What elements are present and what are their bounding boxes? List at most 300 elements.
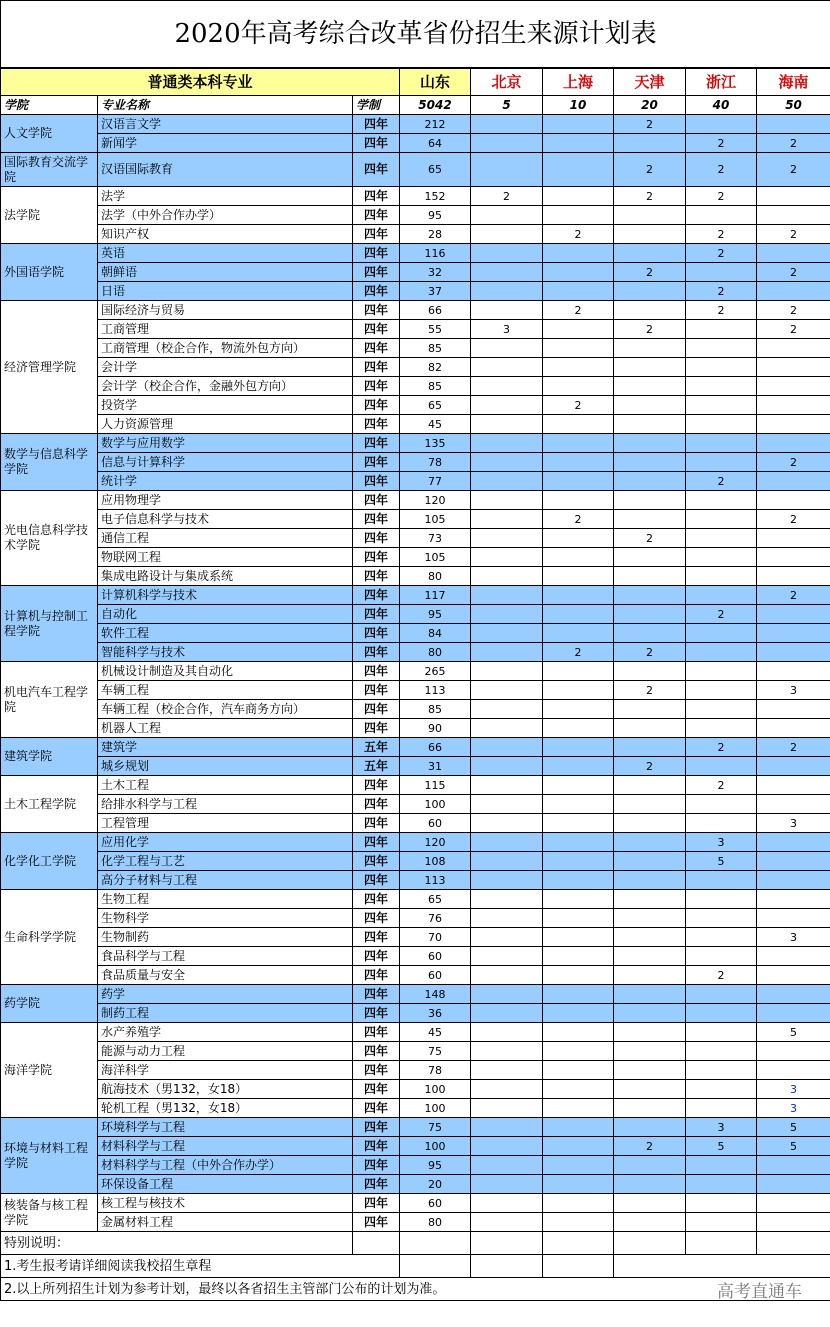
quota-zhejiang: 2 — [686, 472, 757, 491]
quota-beijing — [471, 434, 543, 453]
quota-zhejiang — [686, 491, 757, 510]
table-row — [1, 472, 830, 491]
quota-zhejiang — [686, 624, 757, 643]
quota-tianjin — [614, 282, 686, 301]
college-name: 核装备与核工程学院 — [1, 1194, 98, 1232]
quota-shandong: 76 — [400, 909, 471, 928]
quota-tianjin — [614, 1213, 686, 1232]
duration: 四年 — [353, 776, 400, 795]
table-row — [1, 1023, 830, 1042]
major-name: 建筑学 — [98, 738, 353, 757]
college-name: 人文学院 — [1, 115, 98, 153]
table-row — [1, 434, 830, 453]
notes-heading: 特别说明： — [1, 1232, 353, 1255]
category-header: 普通类本科专业 — [1, 68, 400, 96]
table-row — [1, 1118, 830, 1137]
quota-hainan: 2 — [757, 134, 830, 153]
quota-hainan: 3 — [757, 681, 830, 700]
quota-hainan — [757, 757, 830, 776]
quota-hainan — [757, 377, 830, 396]
quota-hainan — [757, 282, 830, 301]
major-name: 电子信息科学与技术 — [98, 510, 353, 529]
quota-shandong: 78 — [400, 453, 471, 472]
major-name: 车辆工程（校企合作，汽车商务方向） — [98, 700, 353, 719]
quota-tianjin — [614, 1042, 686, 1061]
quota-shanghai — [543, 263, 614, 282]
quota-shanghai — [543, 153, 614, 187]
quota-hainan — [757, 472, 830, 491]
quota-shandong: 45 — [400, 415, 471, 434]
table-row — [1, 153, 830, 187]
duration: 四年 — [353, 377, 400, 396]
major-name: 集成电路设计与集成系统 — [98, 567, 353, 586]
duration: 四年 — [353, 700, 400, 719]
quota-zhejiang: 2 — [686, 282, 757, 301]
quota-tianjin — [614, 1156, 686, 1175]
quota-hainan — [757, 1156, 830, 1175]
major-name: 车辆工程 — [98, 681, 353, 700]
quota-tianjin — [614, 795, 686, 814]
quota-shanghai — [543, 928, 614, 947]
quota-tianjin — [614, 415, 686, 434]
major-name: 信息与计算科学 — [98, 453, 353, 472]
duration: 四年 — [353, 320, 400, 339]
quota-beijing — [471, 1194, 543, 1213]
quota-shandong: 75 — [400, 1118, 471, 1137]
major-name: 海洋科学 — [98, 1061, 353, 1080]
quota-zhejiang — [686, 947, 757, 966]
duration: 四年 — [353, 529, 400, 548]
quota-shanghai — [543, 833, 614, 852]
major-name: 制药工程 — [98, 1004, 353, 1023]
quota-hainan: 3 — [757, 928, 830, 947]
quota-beijing: 2 — [471, 187, 543, 206]
quota-hainan — [757, 339, 830, 358]
major-name: 生物工程 — [98, 890, 353, 909]
major-name: 数学与应用数学 — [98, 434, 353, 453]
quota-shanghai — [543, 776, 614, 795]
major-name: 工程管理 — [98, 814, 353, 833]
duration: 四年 — [353, 833, 400, 852]
quota-tianjin — [614, 301, 686, 320]
quota-beijing — [471, 225, 543, 244]
quota-shandong: 37 — [400, 282, 471, 301]
quota-tianjin — [614, 719, 686, 738]
quota-shanghai: 2 — [543, 643, 614, 662]
quota-hainan — [757, 833, 830, 852]
quota-shanghai — [543, 966, 614, 985]
table-row — [1, 605, 830, 624]
quota-hainan: 2 — [757, 301, 830, 320]
quota-shanghai: 2 — [543, 225, 614, 244]
quota-zhejiang — [686, 1061, 757, 1080]
quota-hainan — [757, 795, 830, 814]
quota-hainan: 2 — [757, 453, 830, 472]
quota-tianjin — [614, 871, 686, 890]
quota-tianjin — [614, 567, 686, 586]
quota-hainan — [757, 396, 830, 415]
quota-zhejiang: 2 — [686, 153, 757, 187]
quota-zhejiang — [686, 586, 757, 605]
duration: 四年 — [353, 282, 400, 301]
quota-shanghai — [543, 1099, 614, 1118]
quota-tianjin — [614, 453, 686, 472]
watermark-text: 高考直通车 — [717, 1282, 802, 1302]
table-row — [1, 662, 830, 681]
quota-shanghai — [543, 605, 614, 624]
major-name: 软件工程 — [98, 624, 353, 643]
college-name: 环境与材料工程学院 — [1, 1118, 98, 1194]
quota-zhejiang — [686, 529, 757, 548]
quota-beijing — [471, 1118, 543, 1137]
quota-zhejiang — [686, 377, 757, 396]
duration: 四年 — [353, 586, 400, 605]
duration: 四年 — [353, 453, 400, 472]
quota-shanghai — [543, 719, 614, 738]
quota-shanghai — [543, 738, 614, 757]
table-row — [1, 814, 830, 833]
quota-hainan — [757, 1213, 830, 1232]
major-name: 知识产权 — [98, 225, 353, 244]
quota-tianjin — [614, 134, 686, 153]
major-name: 法学（中外合作办学） — [98, 206, 353, 225]
table-row — [1, 947, 830, 966]
quota-beijing — [471, 282, 543, 301]
total-shandong: 5042 — [400, 96, 471, 115]
table-row — [1, 738, 830, 757]
quota-hainan — [757, 719, 830, 738]
quota-zhejiang — [686, 1004, 757, 1023]
quota-tianjin — [614, 833, 686, 852]
note-item: 1.考生报考请详细阅读我校招生章程 — [1, 1255, 400, 1278]
college-name: 建筑学院 — [1, 738, 98, 776]
table-row — [1, 206, 830, 225]
quota-beijing — [471, 1137, 543, 1156]
duration: 四年 — [353, 1194, 400, 1213]
quota-beijing — [471, 263, 543, 282]
quota-beijing — [471, 1061, 543, 1080]
quota-shanghai — [543, 985, 614, 1004]
college-name: 海洋学院 — [1, 1023, 98, 1118]
major-name: 环保设备工程 — [98, 1175, 353, 1194]
quota-shanghai — [543, 415, 614, 434]
quota-beijing — [471, 529, 543, 548]
quota-zhejiang: 2 — [686, 776, 757, 795]
quota-shanghai — [543, 244, 614, 263]
quota-shandong: 120 — [400, 833, 471, 852]
major-name: 物联网工程 — [98, 548, 353, 567]
duration: 四年 — [353, 115, 400, 134]
quota-beijing — [471, 681, 543, 700]
quota-tianjin — [614, 244, 686, 263]
quota-tianjin — [614, 510, 686, 529]
quota-zhejiang — [686, 814, 757, 833]
total-tianjin: 20 — [614, 96, 686, 115]
quota-tianjin — [614, 909, 686, 928]
quota-tianjin — [614, 624, 686, 643]
duration: 四年 — [353, 1213, 400, 1232]
quota-hainan — [757, 909, 830, 928]
table-row — [1, 985, 830, 1004]
quota-tianjin — [614, 700, 686, 719]
duration: 四年 — [353, 662, 400, 681]
table-row — [1, 358, 830, 377]
duration: 四年 — [353, 434, 400, 453]
quota-shanghai — [543, 1061, 614, 1080]
quota-shandong: 95 — [400, 605, 471, 624]
duration: 四年 — [353, 1175, 400, 1194]
quota-zhejiang — [686, 115, 757, 134]
quota-hainan — [757, 852, 830, 871]
quota-beijing — [471, 1175, 543, 1194]
duration: 四年 — [353, 567, 400, 586]
quota-tianjin — [614, 1061, 686, 1080]
major-name: 人力资源管理 — [98, 415, 353, 434]
quota-zhejiang — [686, 1023, 757, 1042]
quota-hainan — [757, 1042, 830, 1061]
major-name: 应用物理学 — [98, 491, 353, 510]
duration: 四年 — [353, 153, 400, 187]
duration: 四年 — [353, 1118, 400, 1137]
quota-shandong: 60 — [400, 1194, 471, 1213]
quota-tianjin — [614, 947, 686, 966]
major-name: 金属材料工程 — [98, 1213, 353, 1232]
quota-hainan: 2 — [757, 153, 830, 187]
quota-hainan — [757, 966, 830, 985]
quota-shandong: 113 — [400, 681, 471, 700]
duration: 四年 — [353, 1137, 400, 1156]
quota-tianjin: 2 — [614, 529, 686, 548]
quota-hainan — [757, 605, 830, 624]
quota-hainan — [757, 244, 830, 263]
province-header-beijing: 北京 — [471, 68, 543, 96]
table-row — [1, 890, 830, 909]
quota-tianjin — [614, 1080, 686, 1099]
quota-shanghai — [543, 206, 614, 225]
quota-zhejiang — [686, 510, 757, 529]
quota-shanghai — [543, 624, 614, 643]
quota-tianjin — [614, 339, 686, 358]
quota-beijing — [471, 890, 543, 909]
quota-shandong: 80 — [400, 643, 471, 662]
duration: 五年 — [353, 757, 400, 776]
quota-hainan: 3 — [757, 814, 830, 833]
quota-hainan — [757, 700, 830, 719]
table-row — [1, 776, 830, 795]
quota-hainan — [757, 1194, 830, 1213]
table-row — [1, 187, 830, 206]
quota-shandong: 85 — [400, 700, 471, 719]
quota-tianjin — [614, 1023, 686, 1042]
college-name: 机电汽车工程学院 — [1, 662, 98, 738]
quota-zhejiang: 2 — [686, 244, 757, 263]
duration: 四年 — [353, 134, 400, 153]
quota-shanghai — [543, 909, 614, 928]
table-row — [1, 510, 830, 529]
table-row — [1, 282, 830, 301]
table-row — [1, 453, 830, 472]
quota-zhejiang — [686, 1213, 757, 1232]
quota-shanghai — [543, 472, 614, 491]
quota-beijing — [471, 852, 543, 871]
quota-beijing — [471, 776, 543, 795]
quota-zhejiang — [686, 434, 757, 453]
duration: 五年 — [353, 738, 400, 757]
quota-zhejiang: 2 — [686, 966, 757, 985]
quota-shandong: 20 — [400, 1175, 471, 1194]
quota-shandong: 212 — [400, 115, 471, 134]
quota-shanghai — [543, 1156, 614, 1175]
quota-hainan: 2 — [757, 738, 830, 757]
quota-tianjin — [614, 434, 686, 453]
quota-beijing — [471, 377, 543, 396]
quota-hainan: 5 — [757, 1137, 830, 1156]
quota-hainan — [757, 871, 830, 890]
quota-shanghai — [543, 1042, 614, 1061]
quota-tianjin — [614, 1004, 686, 1023]
table-row — [1, 719, 830, 738]
quota-shanghai — [543, 320, 614, 339]
college-name: 数学与信息科学学院 — [1, 434, 98, 491]
quota-shanghai — [543, 814, 614, 833]
quota-beijing — [471, 586, 543, 605]
major-name: 生物科学 — [98, 909, 353, 928]
quota-hainan: 2 — [757, 263, 830, 282]
quota-zhejiang — [686, 396, 757, 415]
major-name: 能源与动力工程 — [98, 1042, 353, 1061]
college-name: 化学化工学院 — [1, 833, 98, 890]
quota-beijing — [471, 814, 543, 833]
duration: 四年 — [353, 263, 400, 282]
quota-zhejiang — [686, 681, 757, 700]
quota-shanghai: 2 — [543, 301, 614, 320]
quota-shandong: 70 — [400, 928, 471, 947]
quota-shanghai — [543, 115, 614, 134]
duration: 四年 — [353, 928, 400, 947]
table-row — [1, 320, 830, 339]
quota-shandong: 100 — [400, 1099, 471, 1118]
major-name: 食品科学与工程 — [98, 947, 353, 966]
table-row — [1, 928, 830, 947]
quota-shanghai — [543, 757, 614, 776]
quota-zhejiang — [686, 1156, 757, 1175]
quota-zhejiang — [686, 985, 757, 1004]
quota-zhejiang — [686, 1194, 757, 1213]
table-row — [1, 757, 830, 776]
quota-shanghai — [543, 1118, 614, 1137]
quota-tianjin: 2 — [614, 757, 686, 776]
note-item: 2.以上所列招生计划为参考计划，最终以各省招生主管部门公布的计划为准。 — [1, 1278, 830, 1301]
college-name: 国际教育交流学院 — [1, 153, 98, 187]
duration: 四年 — [353, 605, 400, 624]
quota-beijing — [471, 719, 543, 738]
major-name: 通信工程 — [98, 529, 353, 548]
quota-shandong: 108 — [400, 852, 471, 871]
quota-shandong: 115 — [400, 776, 471, 795]
table-row — [1, 624, 830, 643]
quota-beijing — [471, 396, 543, 415]
quota-tianjin: 2 — [614, 681, 686, 700]
quota-zhejiang — [686, 415, 757, 434]
duration: 四年 — [353, 795, 400, 814]
quota-tianjin: 2 — [614, 187, 686, 206]
quota-hainan — [757, 206, 830, 225]
quota-beijing — [471, 567, 543, 586]
quota-beijing — [471, 909, 543, 928]
quota-tianjin: 2 — [614, 320, 686, 339]
quota-shandong: 100 — [400, 1137, 471, 1156]
quota-shandong: 64 — [400, 134, 471, 153]
quota-shandong: 75 — [400, 1042, 471, 1061]
quota-tianjin — [614, 890, 686, 909]
quota-shandong: 55 — [400, 320, 471, 339]
quota-tianjin — [614, 814, 686, 833]
quota-beijing — [471, 244, 543, 263]
duration: 四年 — [353, 947, 400, 966]
quota-beijing — [471, 757, 543, 776]
quota-tianjin — [614, 852, 686, 871]
quota-beijing — [471, 115, 543, 134]
quota-tianjin — [614, 206, 686, 225]
table-row — [1, 1137, 830, 1156]
quota-shanghai — [543, 529, 614, 548]
table-row — [1, 377, 830, 396]
college-name: 生命科学学院 — [1, 890, 98, 985]
quota-zhejiang — [686, 795, 757, 814]
quota-tianjin — [614, 586, 686, 605]
quota-hainan — [757, 415, 830, 434]
table-row — [1, 871, 830, 890]
quota-zhejiang — [686, 1175, 757, 1194]
major-name: 会计学（校企合作，金融外包方向） — [98, 377, 353, 396]
college-name: 光电信息科学技术学院 — [1, 491, 98, 586]
total-zhejiang: 40 — [686, 96, 757, 115]
quota-zhejiang — [686, 263, 757, 282]
duration: 四年 — [353, 548, 400, 567]
quota-shanghai — [543, 1004, 614, 1023]
table-row — [1, 966, 830, 985]
quota-zhejiang: 2 — [686, 187, 757, 206]
quota-shandong: 73 — [400, 529, 471, 548]
quota-tianjin — [614, 662, 686, 681]
quota-beijing — [471, 548, 543, 567]
quota-shanghai — [543, 681, 614, 700]
quota-shandong: 95 — [400, 206, 471, 225]
quota-zhejiang — [686, 643, 757, 662]
major-name: 航海技术（男132，女18） — [98, 1080, 353, 1099]
quota-zhejiang — [686, 206, 757, 225]
quota-hainan — [757, 662, 830, 681]
column-header-college: 学院 — [1, 96, 98, 115]
quota-zhejiang — [686, 1042, 757, 1061]
total-beijing: 5 — [471, 96, 543, 115]
quota-shanghai — [543, 358, 614, 377]
duration: 四年 — [353, 871, 400, 890]
quota-shandong: 65 — [400, 396, 471, 415]
major-name: 汉语国际教育 — [98, 153, 353, 187]
quota-beijing — [471, 453, 543, 472]
major-name: 轮机工程（男132，女18） — [98, 1099, 353, 1118]
duration: 四年 — [353, 510, 400, 529]
table-row — [1, 1175, 830, 1194]
duration: 四年 — [353, 624, 400, 643]
quota-beijing — [471, 947, 543, 966]
table-row — [1, 225, 830, 244]
quota-tianjin — [614, 396, 686, 415]
duration: 四年 — [353, 966, 400, 985]
major-name: 机械设计制造及其自动化 — [98, 662, 353, 681]
quota-zhejiang: 3 — [686, 833, 757, 852]
